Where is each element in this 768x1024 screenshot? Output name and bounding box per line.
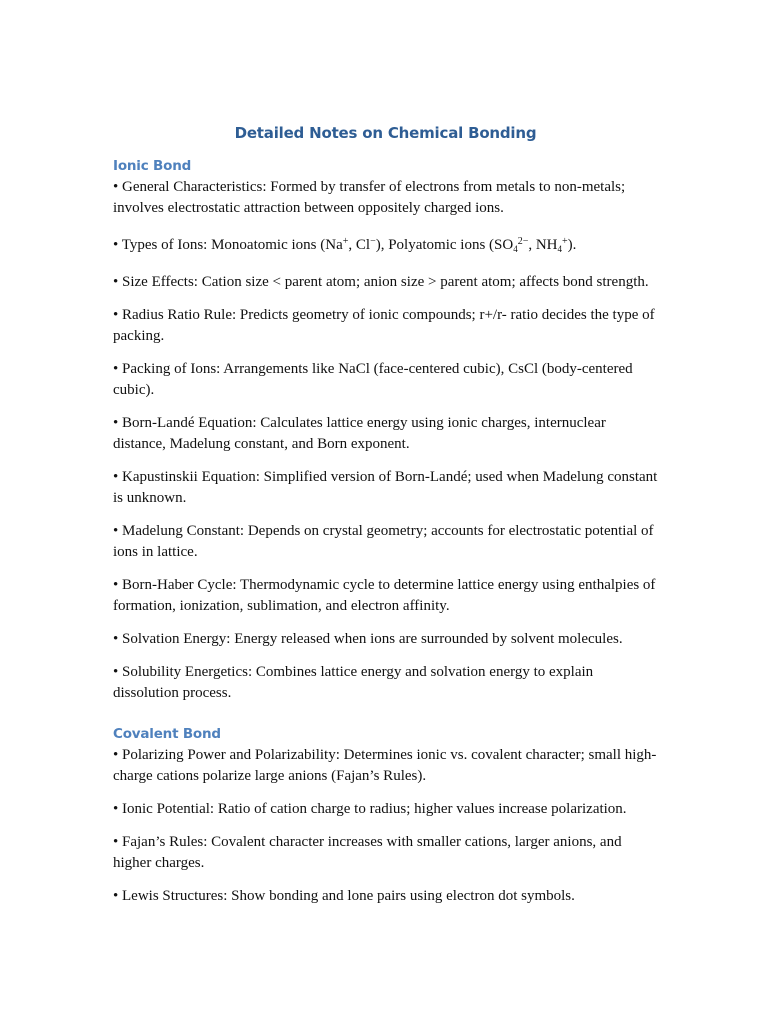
bullet-general-characteristics: • General Characteristics: Formed by transfer of electrons from metals to non-metals; involves electrostatic attraction between oppositely charged ions. — [113, 179, 626, 216]
bullet-packing-of-ions: • Packing of Ions: Arrangements like NaCl (face-centered cubic), CsCl (body-centered cubic). — [113, 361, 633, 398]
so4-subscript: 4 — [513, 244, 518, 254]
document-title: Detailed Notes on Chemical Bonding — [234, 124, 537, 142]
document-page — [113, 124, 658, 919]
bullet-ionic-potential: • Ionic Potential: Ratio of cation charge to radius; higher values increase polarization. — [113, 801, 627, 817]
bullet-size-effects: • Size Effects: Cation size < parent atom; anion size > parent atom; affects bond strength. — [113, 274, 649, 290]
bullet-born-haber-cycle: • Born-Haber Cycle: Thermodynamic cycle to determine lattice energy using enthalpies of formation, ionization, sublimation, and electron affinity. — [113, 577, 656, 614]
section-heading-covalent-bond: Covalent Bond — [113, 726, 221, 742]
bullet-solubility-energetics: • Solubility Energetics: Combines lattice energy and solvation energy to explain dissolution process. — [113, 664, 594, 701]
cl-text: , Cl — [348, 237, 371, 253]
bullet-fajans-rules: • Fajan’s Rules: Covalent character increases with smaller cations, larger anions, and higher charges. — [113, 834, 622, 871]
ion-types-prefix: • Types of Ions: Monoatomic ions (Na — [113, 237, 343, 253]
section-heading-ionic-bond: Ionic Bond — [113, 158, 192, 174]
cl-charge: − — [370, 236, 376, 247]
na-charge: + — [342, 236, 349, 247]
nh4-subscript: 4 — [557, 244, 563, 254]
so4-charge: 2− — [517, 236, 529, 247]
bullet-types-of-ions — [113, 231, 658, 260]
nh4-text: , NH — [528, 237, 558, 253]
bullet-kapustinskii-equation: • Kapustinskii Equation: Simplified version of Born-Landé; used when Madelung constant is unknown. — [113, 469, 658, 506]
bullet-polarizing-power: • Polarizing Power and Polarizability: Determines ionic vs. covalent character; small high-charge cations polarize large anions (Fajan’s Rules). — [113, 747, 657, 784]
bullet-solvation-energy: • Solvation Energy: Energy released when ions are surrounded by solvent molecules. — [113, 631, 623, 647]
bullet-madelung-constant: • Madelung Constant: Depends on crystal geometry; accounts for electrostatic potential of ions in lattice. — [113, 523, 654, 560]
bullet-born-lande-equation: • Born-Landé Equation: Calculates lattice energy using ionic charges, internuclear distance, Madelung constant, and Born exponent. — [113, 415, 606, 452]
nh4-charge: + — [562, 236, 568, 247]
poly-text: ), Polyatomic ions (SO — [375, 237, 514, 253]
bullet-radius-ratio-rule: • Radius Ratio Rule: Predicts geometry of ionic compounds; r+/r- ratio decides the type of packing. — [113, 307, 655, 344]
ion-types-suffix: ). — [567, 237, 577, 253]
bullet-lewis-structures: • Lewis Structures: Show bonding and lone pairs using electron dot symbols. — [113, 888, 575, 904]
